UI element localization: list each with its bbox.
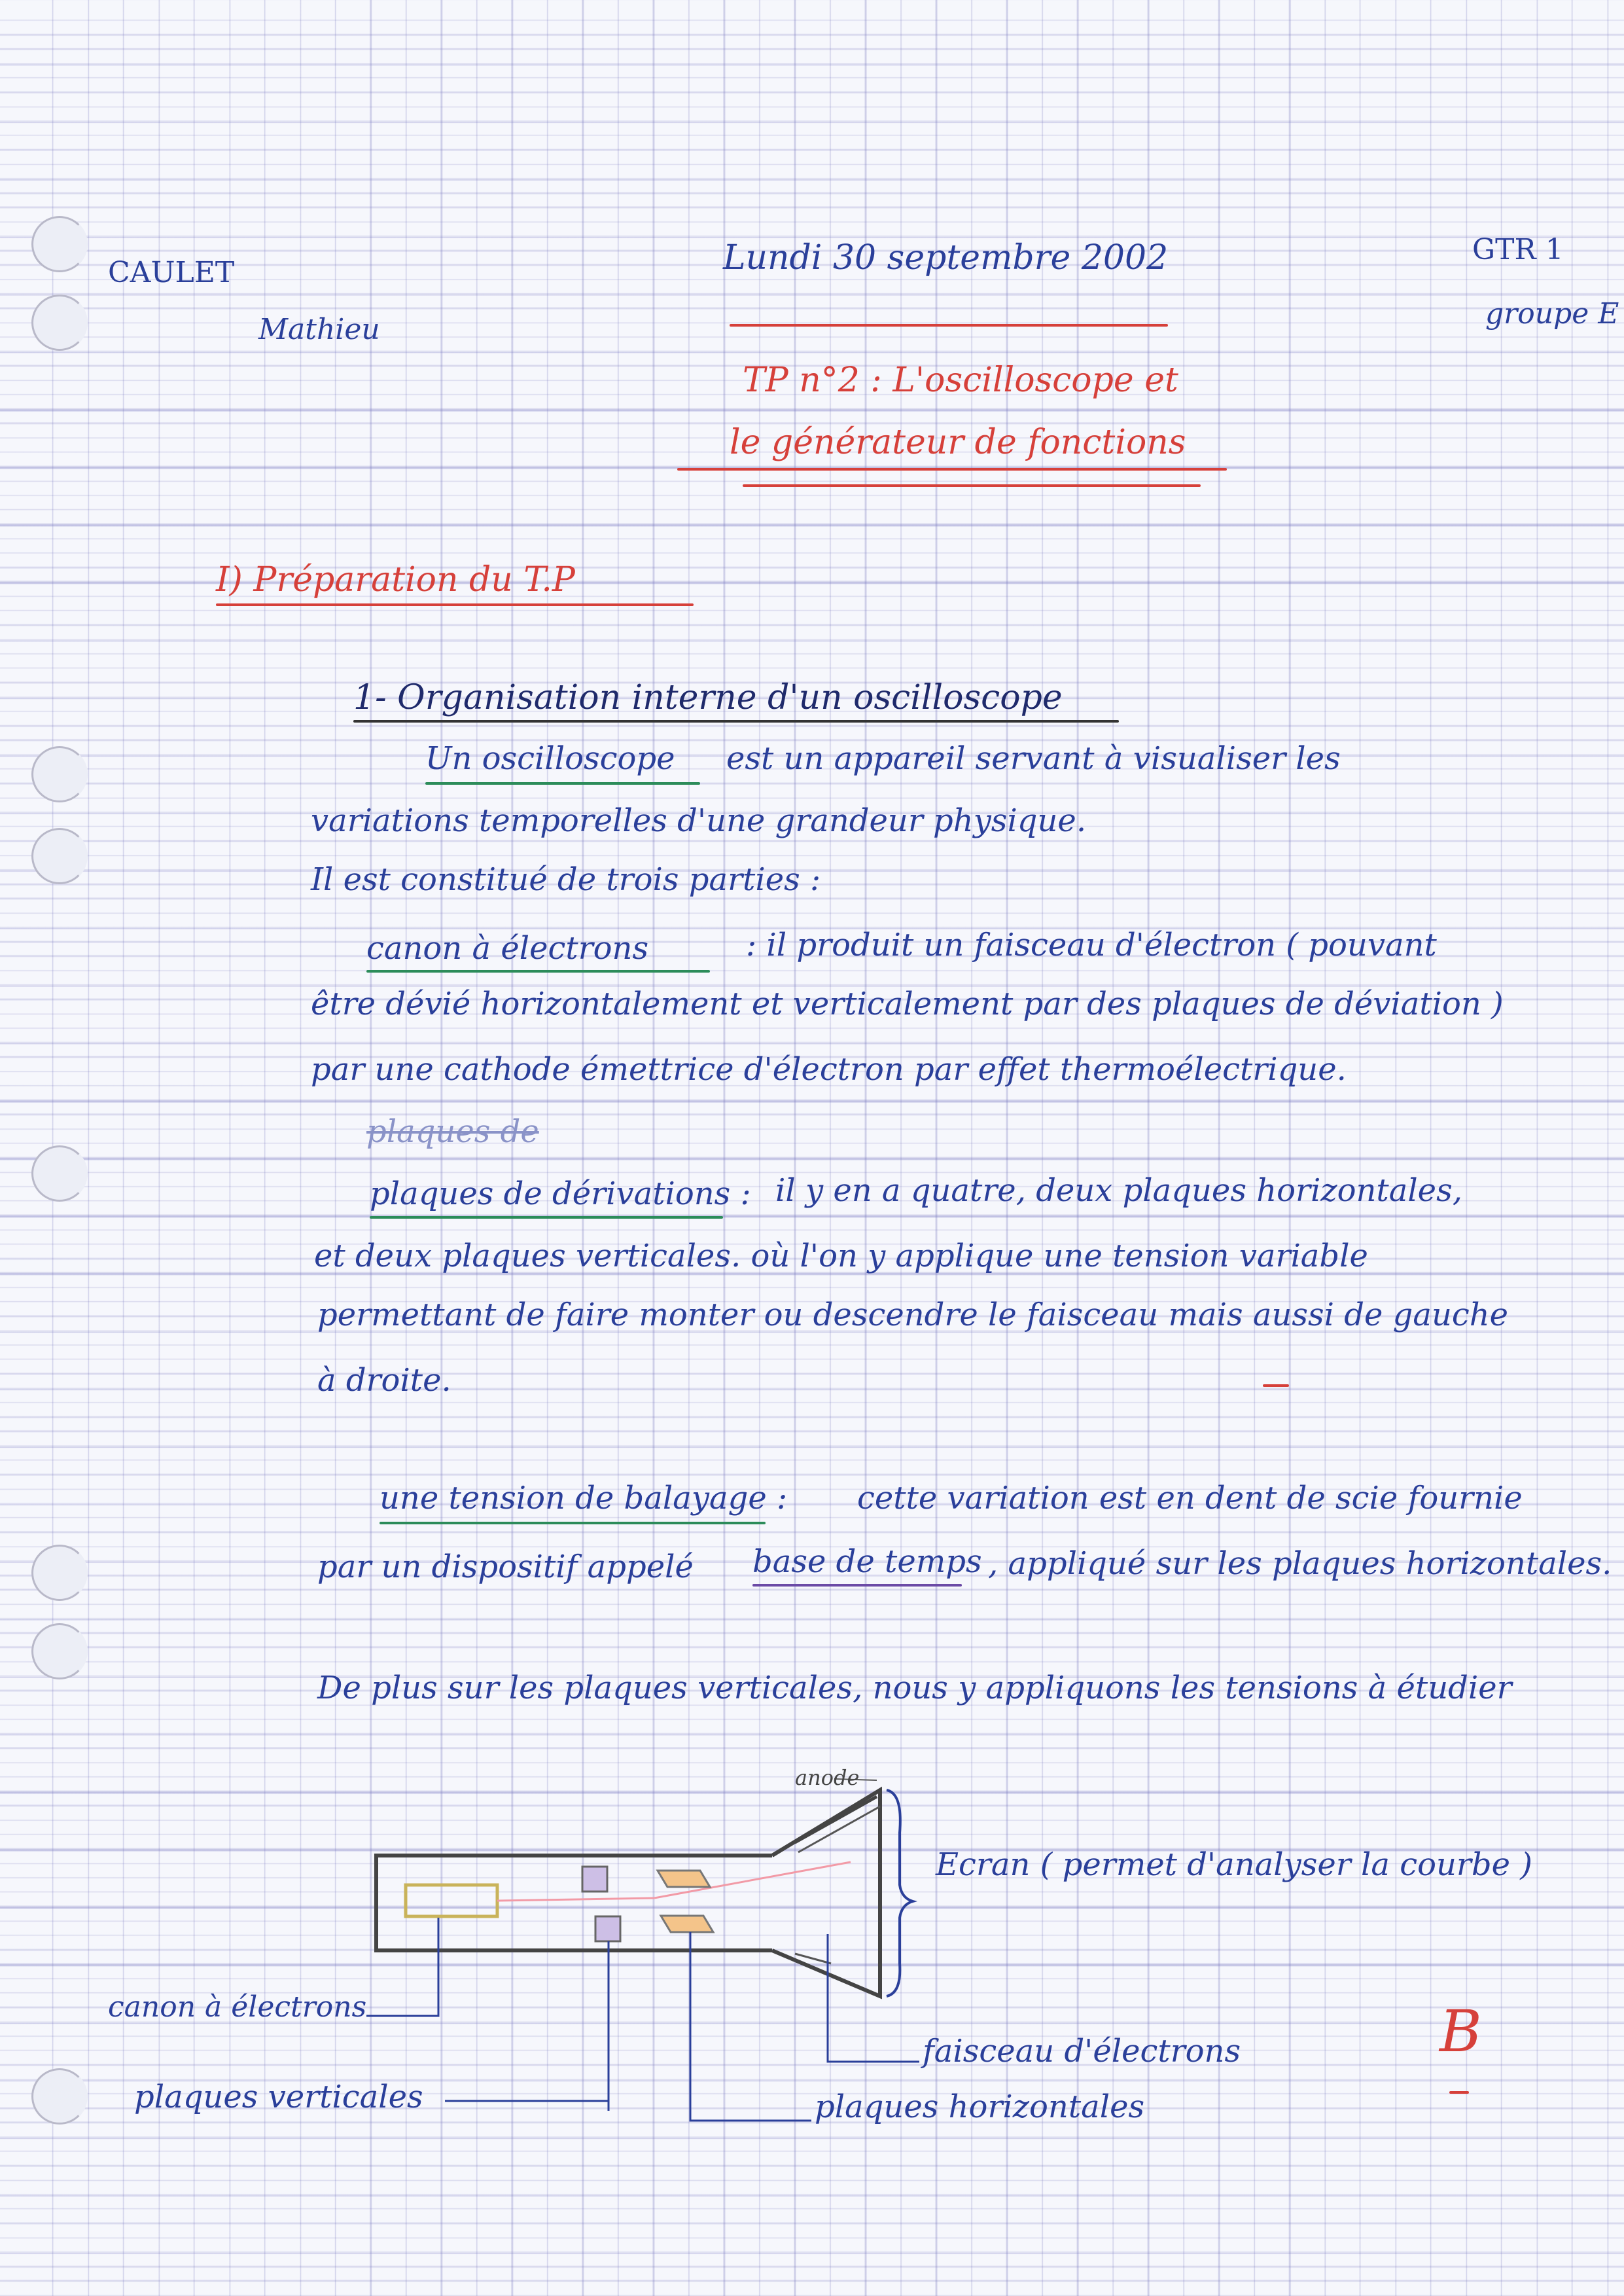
tube-outline xyxy=(376,1856,772,1950)
horizontal-plate-bottom xyxy=(661,1916,713,1932)
plaques-text-3: permettant de faire monter ou descendre le faisceau mais aussi de gauche xyxy=(317,1297,1509,1333)
student-last-name: CAULET xyxy=(108,256,235,289)
intro-term: Un oscilloscope xyxy=(425,740,675,777)
student-first-name: Mathieu xyxy=(258,313,380,346)
plaques-text-4: à droite. xyxy=(317,1362,451,1399)
intro-text-line-2: variations temporelles d'une grandeur physique. xyxy=(311,802,1087,839)
electron-gun xyxy=(406,1885,497,1916)
group-name: groupe E xyxy=(1485,297,1619,331)
base-de-temps-term: base de temps xyxy=(752,1543,982,1580)
plaques-text-2: et deux plaques verticales. où l'on y applique une tension variable xyxy=(314,1238,1368,1274)
label-faisceau: faisceau d'électrons xyxy=(923,2033,1241,2070)
de-plus-line: De plus sur les plaques verticales, nous y appliquons les tensions à étudier xyxy=(317,1670,1512,1706)
date: Lundi 30 septembre 2002 xyxy=(723,238,1169,278)
tension-text-1: cette variation est en dent de scie fournie xyxy=(857,1480,1523,1516)
label-canon: canon à électrons xyxy=(108,1990,367,2024)
tube-cone-top xyxy=(772,1790,880,1996)
screen-brace xyxy=(887,1790,913,1996)
grade: B xyxy=(1439,1998,1482,2065)
tension-text-2c: , appliqué sur les plaques horizontales. xyxy=(988,1545,1612,1582)
plaques-text-1: il y en a quatre, deux plaques horizontales, xyxy=(775,1172,1462,1209)
leader-plaques-verticales xyxy=(445,1941,609,2101)
title-line-2: le générateur de fonctions xyxy=(730,423,1186,462)
tension-text-2a: par un dispositif appelé xyxy=(317,1549,694,1585)
canon-text-2: être dévié horizontalement et verticalement par des plaques de déviation ) xyxy=(311,986,1504,1022)
crossed-out-text: plaques de xyxy=(366,1113,539,1150)
tension-term: une tension de balayage : xyxy=(380,1480,788,1516)
label-anode: anode xyxy=(795,1765,860,1790)
section-heading: I) Préparation du T.P xyxy=(216,560,575,600)
parts-line: Il est constitué de trois parties : xyxy=(311,861,821,898)
subheading: 1- Organisation interne d'un oscilloscope xyxy=(353,678,1063,717)
title-line-1: TP n°2 : L'oscilloscope et xyxy=(743,361,1178,400)
anode-line xyxy=(795,1797,877,1842)
plaques-term: plaques de dérivations : xyxy=(370,1175,751,1212)
canon-text-3: par une cathode émettrice d'électron par effet thermoélectrique. xyxy=(311,1051,1347,1088)
horizontal-plate-top xyxy=(658,1871,710,1887)
vertical-plate-top xyxy=(582,1867,607,1892)
leader-faisceau xyxy=(828,1934,919,2062)
canon-text-1: : il produit un faisceau d'électron ( pouvant xyxy=(746,927,1437,963)
electron-beam xyxy=(497,1898,654,1901)
label-ecran: Ecran ( permet d'analyser la courbe ) xyxy=(936,1846,1532,1883)
canon-term: canon à électrons xyxy=(366,930,649,967)
grade-underline xyxy=(1449,2091,1469,2094)
intro-text: est un appareil servant à visualiser les xyxy=(726,740,1341,777)
class-name: GTR 1 xyxy=(1472,233,1564,266)
label-plaques-verticales: plaques verticales xyxy=(134,2079,423,2115)
label-plaques-horizontales: plaques horizontales xyxy=(815,2089,1145,2125)
vertical-plate-bottom xyxy=(595,1916,620,1941)
